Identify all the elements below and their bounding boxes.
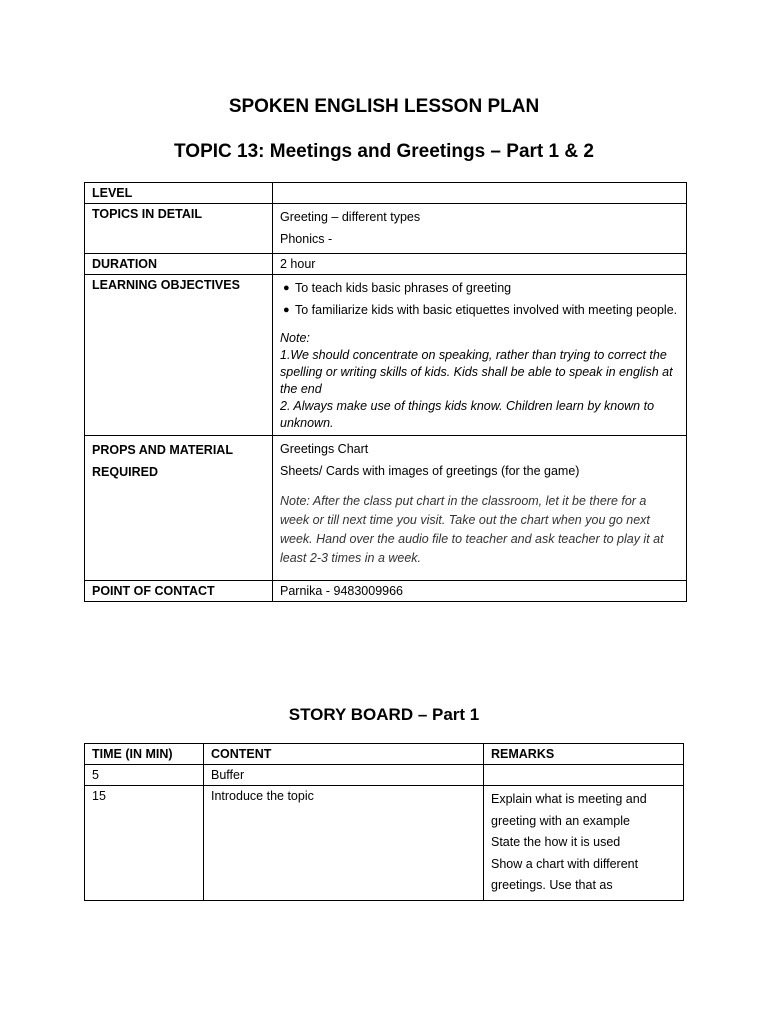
level-row [85, 183, 687, 204]
remark-line: greetings. Use that as [491, 878, 613, 892]
column-header-remarks: REMARKS [484, 744, 684, 765]
topic-line: Greeting – different types [280, 210, 421, 224]
note-line: 2. Always make use of things kids know. Children learn by known to unknown. [280, 399, 655, 430]
page-title: SPOKEN ENGLISH LESSON PLAN [228, 96, 540, 117]
objectives-value [273, 275, 687, 436]
time-cell: 5 [85, 765, 204, 786]
topic-title: TOPIC 13: Meetings and Greetings – Part 1 & 2 [174, 141, 594, 162]
remark-line: greeting with an example [491, 813, 630, 828]
remark-line: Explain what is meeting and [491, 792, 647, 806]
topics-label: TOPICS IN DETAIL [85, 204, 273, 254]
list-item: ● To teach kids basic phrases of greeting [280, 278, 679, 300]
remark-line: State the how it is used [491, 835, 621, 849]
time-cell: 15 [85, 786, 204, 901]
note-line: 1.We should concentrate on speaking, rather than trying to correct the spelling or writing skills of kids. Kids shall be able to speak in english at the end [280, 348, 673, 396]
props-line: Greetings Chart [280, 442, 369, 456]
props-note: Note: After the class put chart in the classroom, let it be there for a week or till next time you visit. Take out the chart when you go next week. Hand over the audio file to teacher and ask teacher to play it at least 2-3 times in a week. [280, 494, 664, 565]
list-item: ● To familiarize kids with basic etiquettes involved with meeting people. [280, 300, 679, 322]
topic-line: Phonics - [280, 231, 333, 246]
remark-line: Show a chart with different [491, 856, 639, 871]
topics-row [85, 204, 687, 254]
remarks-cell [484, 765, 684, 786]
duration-label: DURATION [85, 254, 273, 275]
bullet-icon: ● [283, 282, 290, 294]
column-header-time: TIME (IN MIN) [85, 744, 204, 765]
contact-row [85, 581, 687, 602]
level-label: LEVEL [85, 183, 273, 204]
storyboard-table [84, 743, 684, 901]
props-label: PROPS AND MATERIAL REQUIRED [85, 436, 273, 581]
contact-label: POINT OF CONTACT [85, 581, 273, 602]
props-row [85, 436, 687, 581]
props-value [273, 436, 687, 581]
table-row [85, 786, 684, 901]
props-line: Sheets/ Cards with images of greetings (for the game) [280, 463, 580, 478]
objectives-list [280, 278, 679, 321]
table-row [85, 765, 684, 786]
bullet-icon: ● [283, 303, 290, 316]
storyboard-title: STORY BOARD – Part 1 [288, 705, 480, 724]
level-value [273, 183, 687, 204]
content-cell: Buffer [204, 765, 484, 786]
topics-value [273, 204, 687, 254]
remarks-cell [484, 786, 684, 901]
objectives-row [85, 275, 687, 436]
objectives-note [280, 330, 679, 432]
lesson-info-table [84, 182, 687, 602]
content-cell: Introduce the topic [204, 786, 484, 901]
note-line: Note: [280, 331, 310, 345]
objectives-label: LEARNING OBJECTIVES [85, 275, 273, 436]
contact-value: Parnika - 9483009966 [273, 581, 687, 602]
table-header-row [85, 744, 684, 765]
duration-row [85, 254, 687, 275]
column-header-content: CONTENT [204, 744, 484, 765]
duration-value: 2 hour [273, 254, 687, 275]
